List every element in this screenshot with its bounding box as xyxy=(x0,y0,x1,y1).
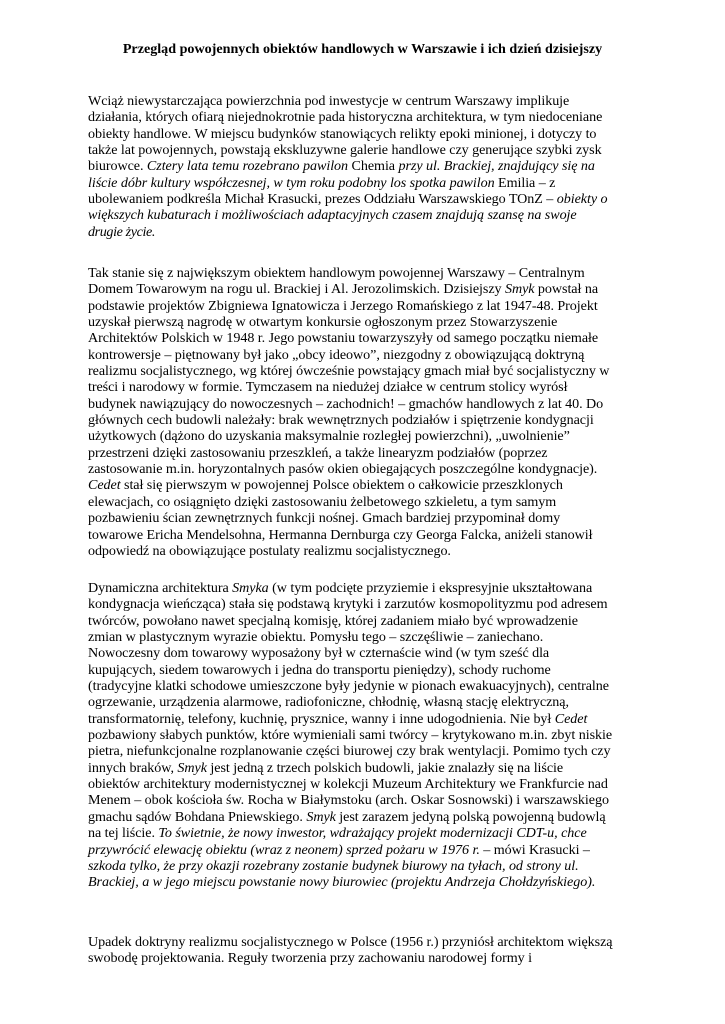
text-run: Domem Towarowym na rogu ul. Brackiej i Al. Jerozolimskich. Dzisiejszy xyxy=(88,281,505,298)
italic-text: większych kubaturach i możliwościach adaptacyjnych czasem znajdują szansę na swoje xyxy=(88,207,577,224)
text-run: obiektów architektury modernistycznej w kolekcji Muzeum Architektury we Frankfurcie nad xyxy=(88,776,608,793)
text-line xyxy=(88,126,648,142)
text-line xyxy=(88,596,648,612)
italic-text: Cedet xyxy=(88,477,121,494)
text-run: zmian w plastycznym wyrazie obiektu. Pomysłu tego – szczęśliwie – zaniechano. xyxy=(88,629,544,646)
text-run: uzyskał pierwszą nagrodę w otwartym konkursie ogłoszonym przez Stowarzyszenie xyxy=(88,314,558,331)
text-run: Menem – obok kościoła św. Rocha w Białymstoku (arch. Oskar Sosnowski) i warszawskiego xyxy=(88,792,609,809)
italic-text: Cedet xyxy=(554,710,588,727)
text-line xyxy=(88,428,648,444)
text-run: Architektów Polskich w 1948 r. Jego powstaniu towarzyszyły od samego początku niemałe xyxy=(88,330,599,347)
text-line xyxy=(88,477,648,493)
text-line xyxy=(88,330,648,346)
text-run: ubolewaniem podkreśla Michał Krasucki, prezes Oddziału Warszawskiego TOnZ – xyxy=(88,191,557,208)
text-line xyxy=(88,265,648,281)
text-run: użytkowych (dążono do uzyskania maksymalnie rozległej powierzchni), „uwolnienie” xyxy=(88,428,570,445)
text-line xyxy=(88,363,648,379)
text-run: kondygnacja wieńcząca) stała się podstawą krytyki i zarzutów kosmopolityzmu pod adresem xyxy=(88,596,608,613)
text-line xyxy=(88,613,648,629)
text-run: jest jedną z trzech polskich budowli, jakie znalazły się na liście xyxy=(206,759,564,776)
text-run: (tradycyjne klatki schodowe umieszczone były jedynie w pionach ewakuacyjnych), centralne xyxy=(88,678,609,695)
text-line xyxy=(88,950,648,966)
text-line xyxy=(88,379,648,395)
text-line xyxy=(88,580,648,596)
text-run: działania, których ofiarą niejednokrotnie pada historyczna architektura, w tym niedoceniane xyxy=(88,109,603,126)
text-run: jest zarazem jedyną polską powojenną budowlą xyxy=(335,808,606,825)
text-line xyxy=(88,412,648,428)
text-run: pietra, niefunkcjonalne rozplanowanie części biurowej czy brak wentylacji. Pomimo tych czy xyxy=(88,743,611,760)
text-run: obiekty handlowe. W miejscu budynków stanowiących relikty epoki minionej, i dotyczy to xyxy=(88,125,597,142)
italic-text: drugie życie. xyxy=(88,223,156,240)
italic-text: To świetnie, że nowy inwestor, wdrażający projekt modernizacji CDT-u, chce xyxy=(158,825,587,842)
text-run: Upadek doktryny realizmu socjalistycznego w Polsce (1956 r.) przyniósł architektom większą xyxy=(88,934,613,950)
text-run: Nowoczesny dom towarowy wyposażony był w czternaście wind (w tym sześć dla xyxy=(88,645,550,662)
text-run: ogrzewanie, urządzenia alarmowe, radiofoniczne, chłodnię, własną stację elektryczną, xyxy=(88,694,569,711)
text-line xyxy=(88,191,648,207)
italic-text: Smyk xyxy=(504,281,535,298)
text-run: twórców, powołano nawet specjalną komisję, której zadaniem miało być wprowadzenie xyxy=(88,612,578,629)
text-line xyxy=(88,142,648,158)
text-line xyxy=(88,825,648,841)
text-line xyxy=(88,629,648,645)
text-run: przestrzeni dzięki zastosowaniu przeszkleń, a także linearyzm podziałów (poprzez xyxy=(88,444,548,461)
text-line xyxy=(88,298,648,314)
text-run: także lat powojennych, powstają ekskluzywne galerie handlowe czy generujące szybki zysk xyxy=(88,142,602,159)
text-line xyxy=(88,678,648,694)
text-line xyxy=(88,494,648,510)
text-line xyxy=(88,809,648,825)
paragraph-1 xyxy=(88,93,648,240)
text-line xyxy=(88,934,648,950)
text-run: (w tym podcięte przyziemie i ekspresyjnie ukształtowana xyxy=(268,580,593,596)
text-run: powstał na xyxy=(534,281,599,298)
italic-text: przy ul. Brackiej, znajdujący się na xyxy=(398,158,595,175)
text-line xyxy=(88,760,648,776)
text-run: Wciąż niewystarczająca powierzchnia pod inwestycje w centrum Warszawy implikuje xyxy=(88,93,570,109)
text-run: elewacjach, co osiągnięto dzięki zastosowaniu żelbetowego szkieletu, a tym samym xyxy=(88,493,557,510)
text-line xyxy=(88,776,648,792)
text-line xyxy=(88,527,648,543)
italic-text: Cztery lata temu rozebrano pawilon xyxy=(146,158,352,175)
document-title: Przegląd powojennych obiektów handlowych w Warszawie i ich dzień dzisiejszy xyxy=(122,41,603,57)
text-run: gmachu sądów Bohdana Pniewskiego. xyxy=(88,808,307,825)
text-line xyxy=(88,109,648,125)
text-run: innych braków, xyxy=(88,759,178,776)
text-run: treści i narodowy w formie. Tymczasem na niedużej działce w centrum stolicy wyrósł xyxy=(88,379,568,396)
italic-text: szkoda tylko, że przy okazji rozebrany zostanie budynek biurowy na tyłach, od strony ul. xyxy=(88,857,579,874)
text-line xyxy=(88,694,648,710)
text-line xyxy=(88,347,648,363)
text-run: stał się pierwszym w powojennej Polsce obiektem o całkowicie przeszklonych xyxy=(120,477,563,494)
text-line xyxy=(88,175,648,191)
text-run: Dynamiczna architektura xyxy=(88,580,233,596)
italic-text: obiekty o xyxy=(556,191,608,208)
text-line xyxy=(88,314,648,330)
text-line xyxy=(88,396,648,412)
text-line xyxy=(88,874,648,890)
text-line xyxy=(88,792,648,808)
text-run: na tej liście. xyxy=(88,825,159,842)
text-line xyxy=(88,842,648,858)
text-run: głównych cech budowli należały: brak wewnętrznych podziałów i spiętrzenie kondygnacji xyxy=(88,412,594,429)
text-run: Tak stanie się z największym obiektem handlowym powojennej Warszawy – Centralnym xyxy=(88,265,585,281)
text-line xyxy=(88,858,648,874)
text-line xyxy=(88,727,648,743)
paragraph-2 xyxy=(88,265,648,559)
text-run: Emilia – z xyxy=(498,174,556,191)
text-line xyxy=(88,510,648,526)
text-line xyxy=(88,743,648,759)
text-run: zastosowanie m.in. horyzontalnych pasów okien obiegających poszczególne kondygnacje). xyxy=(88,461,598,478)
paragraph-3 xyxy=(88,580,648,891)
text-run: budynek nawiązujący do nowoczesnych – zachodnich! – gmachów handlowych z lat 40. Do xyxy=(88,395,604,412)
text-line xyxy=(88,662,648,678)
text-run: pozbawiony słabych punktów, które wymieniali sami twórcy – krytykowano m.in. zbyt niskie xyxy=(88,727,613,744)
text-line xyxy=(88,445,648,461)
text-run: towarowe Ericha Mendelsohna, Hermanna Dernburga czy Georga Falcka, aniżeli stanowił xyxy=(88,526,593,543)
text-run: pozbawieniu ścian zewnętrznych funkcji nośnej. Gmach bardziej przypominał domy xyxy=(88,510,561,527)
text-run: kontrowersje – piętnowany był jako „obcy ideowo”, niezgodny z obowiązującą doktryną xyxy=(88,346,585,363)
italic-text: Smyka xyxy=(232,580,269,596)
text-line xyxy=(88,543,648,559)
italic-text: przywrócić elewację obiektu (wraz z neonem) sprzed pożaru w 1976 r. xyxy=(88,841,480,858)
text-line xyxy=(88,281,648,297)
text-run: swobodę projektowania. Reguły tworzenia przy zachowaniu narodowej formy i xyxy=(88,950,532,967)
text-line xyxy=(88,461,648,477)
text-run: realizmu socjalistycznego, wg której ówcześnie powstający gmach miał być socjalistyczny w xyxy=(88,363,610,380)
italic-text: Smyk xyxy=(306,808,336,825)
text-line xyxy=(88,224,648,240)
text-line xyxy=(88,711,648,727)
italic-text: liście dóbr kultury współczesnej, w tym roku podobny los spotka pawilon xyxy=(88,174,499,191)
text-run: transformatornię, telefony, kuchnię, prysznice, wanny i inne udogodnienia. Nie był xyxy=(88,710,555,727)
italic-text: Smyk xyxy=(177,759,207,776)
paragraph-4 xyxy=(88,934,648,967)
text-run: – mówi Krasucki – xyxy=(479,841,590,858)
italic-text: Brackiej, a w jego miejscu powstanie nowy biurowiec (projektu Andrzeja Chołdzyńskiego). xyxy=(88,874,596,891)
text-line xyxy=(88,158,648,174)
text-line xyxy=(88,93,648,109)
text-run: Chemia xyxy=(351,158,399,175)
text-line xyxy=(88,207,648,223)
text-run: podstawie projektów Zbigniewa Ignatowicza i Jerzego Romańskiego z lat 1947-48. Projekt xyxy=(88,297,598,314)
text-run: odpowiedź na obowiązujące postulaty realizmu socjalistycznego. xyxy=(88,542,451,559)
text-line xyxy=(88,645,648,661)
text-run: biurowce. xyxy=(88,158,147,175)
text-run: kupujących, siedem towarowych i jedna do transportu pieniędzy), schody ruchome xyxy=(88,661,551,678)
